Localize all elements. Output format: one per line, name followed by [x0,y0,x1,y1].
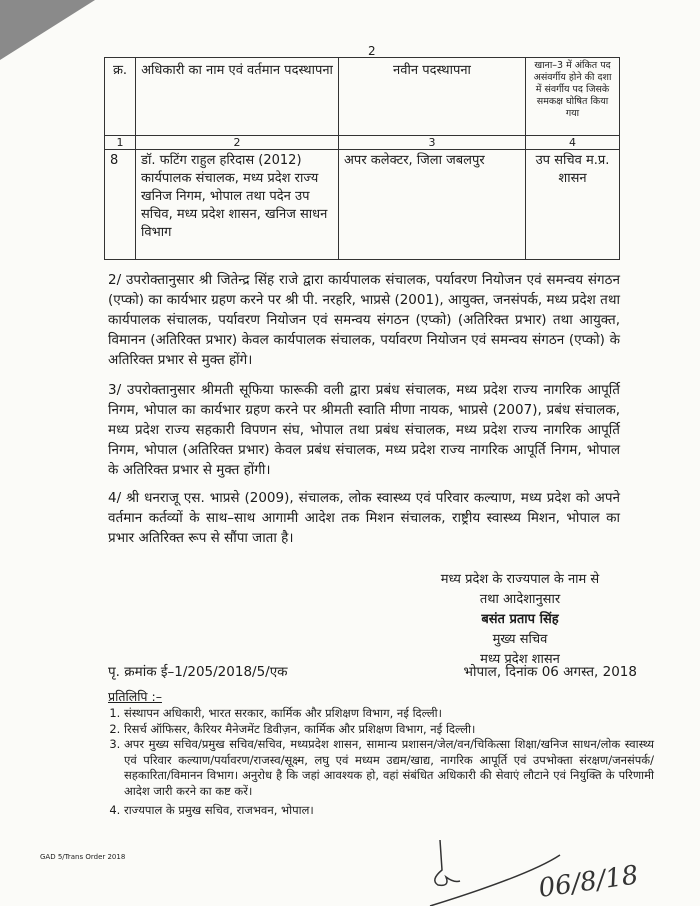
copy-heading: प्रतिलिपि :– [108,689,162,704]
col-num: 1 [105,136,136,150]
cell-officer: डॉ. फटिंग राहुल हरिदास (2012) कार्यपालक संचालक, मध्य प्रदेश राज्य खनिज निगम, भोपाल तथा पदेन उप सचिव, मध्य प्रदेश शासन, खनिज साधन विभाग [136,150,339,260]
paragraph-2: 2/ उपरोक्तानुसार श्री जितेन्द्र सिंह राजे द्वारा कार्यपालक संचालक, पर्यावरण नियोजन एवं समन्वय संगठन (एप्को) का कार्यभार ग्रहण करने पर श्री पी. नरहरि, भाप्रसे (2001), आयुक्त, जनसंपर्क, मध्य प्रदेश तथा कार्यपालक संचालक, पर्यावरण नियोजन एवं समन्वय संगठन (एप्को) (अतिरिक्त प्रभार) तथा आयुक्त, विमानन (अतिरिक्त प्रभार) केवल कार्यपालक संचालक, पर्यावरण नियोजन एवं समन्वय संगठन (एप्को) के अतिरिक्त प्रभार से मुक्त होंगे। [108,272,620,368]
footer-code: GAD 5/Trans Order 2018 [40,853,126,861]
table-header-row [105,58,620,136]
column-number-row [105,136,620,150]
reference-number: पृ. क्रमांक ई–1/205/2018/5/एक [108,664,288,680]
list-item: 2. रिसर्च ऑफिसर, कैरियर मैनेजमेंट डिवीज़न, कार्मिक और प्रशिक्षण विभाग, नई दिल्ली। [124,722,654,738]
copy-list [108,706,654,819]
list-item: 4. राज्यपाल के प्रमुख सचिव, राजभवन, भोपाल। [124,803,654,819]
paragraph-4: 4/ श्री धनराजू एस. भाप्रसे (2009), संचालक, लोक स्वास्थ्य एवं परिवार कल्याण, मध्य प्रदेश को अपने वर्तमान कर्तव्यों के साथ–साथ आगामी आदेश तक मिशन संचालक, राष्ट्रीय स्वास्थ्य मिशन, भोपाल का प्रभार अतिरिक्त रूप से सौंपा जाता है। [108,490,620,546]
cell-new-posting: अपर कलेक्टर, जिला जबलपुर [339,150,526,260]
header-sno: क्र. [105,58,136,136]
list-item: 1. संस्थापन अधिकारी, भारत सरकार, कार्मिक और प्रशिक्षण विभाग, नई दिल्ली। [124,706,654,722]
sig-line: मध्य प्रदेश शासन [480,652,560,667]
cell-sno: 8 [105,150,136,260]
sig-line: मध्य प्रदेश के राज्यपाल के नाम से [440,572,600,587]
handwritten-initials-signature [410,835,700,906]
col-num: 3 [339,136,526,150]
signatory-designation: मुख्य सचिव [492,632,548,647]
handwritten-date: 06/8/18 [536,860,641,904]
col-num: 4 [526,136,620,150]
header-officer: अधिकारी का नाम एवं वर्तमान पदस्थापना [136,58,339,136]
page-number: 2 [368,44,376,58]
scan-corner-shadow [0,0,95,60]
col-num: 2 [136,136,339,150]
cell-equivalent: उप सचिव म.प्र. शासन [526,150,620,260]
table-row [105,150,620,260]
header-equivalent: खाना–3 में अंकित पद असंवर्गीय होने की दशा में संवर्गीय पद जिसके समकक्ष घोषित किया गया [526,58,620,136]
list-item: 3. अपर मुख्य सचिव/प्रमुख सचिव/सचिव, मध्यप्रदेश शासन, सामान्य प्रशासन/जेल/वन/चिकित्सा शिक्षा/खनिज साधन/लोक स्वास्थ्य एवं परिवार कल्याण/पर्यावरण/राजस्व/सूक्ष्म, लघु एवं मध्यम उद्यम/खाद्य, नागरिक आपूर्ति एवं उपभोक्ता संरक्षण/जनसंपर्क/सहकारिता/विमानन विभाग। अनुरोध है कि जहां आवश्यक हो, वहां संबंधित अधिकारी की सेवाएं लौटाने एवं नियुक्ति के परिणामी आदेश जारी करने का कष्ट करें। [124,737,654,799]
signatory-name: बसंत प्रताप सिंह [481,612,559,627]
header-new-posting: नवीन पदस्थापना [339,58,526,136]
sig-line: तथा आदेशानुसार [479,592,561,607]
signature-block [420,570,620,670]
posting-table [104,57,620,260]
date-line: भोपाल, दिनांक 06 अगस्त, 2018 [463,664,637,680]
paragraph-3: 3/ उपरोक्तानुसार श्रीमती सूफिया फारूकी वली द्वारा प्रबंध संचालक, मध्य प्रदेश राज्य नागरिक आपूर्ति निगम, भोपाल का कार्यभार ग्रहण करने पर श्रीमती स्वाति मीणा नायक, भाप्रसे (2007), प्रबंध संचालक, मध्य प्रदेश राज्य सहकारी विपणन संघ, भोपाल तथा प्रबंध संचालक, मध्य प्रदेश राज्य नागरिक आपूर्ति निगम, भोपाल (अतिरिक्त प्रभार) केवल प्रबंध संचालक, मध्य प्रदेश राज्य नागरिक आपूर्ति निगम, भोपाल के अतिरिक्त प्रभार से मुक्त होंगी। [108,382,620,478]
